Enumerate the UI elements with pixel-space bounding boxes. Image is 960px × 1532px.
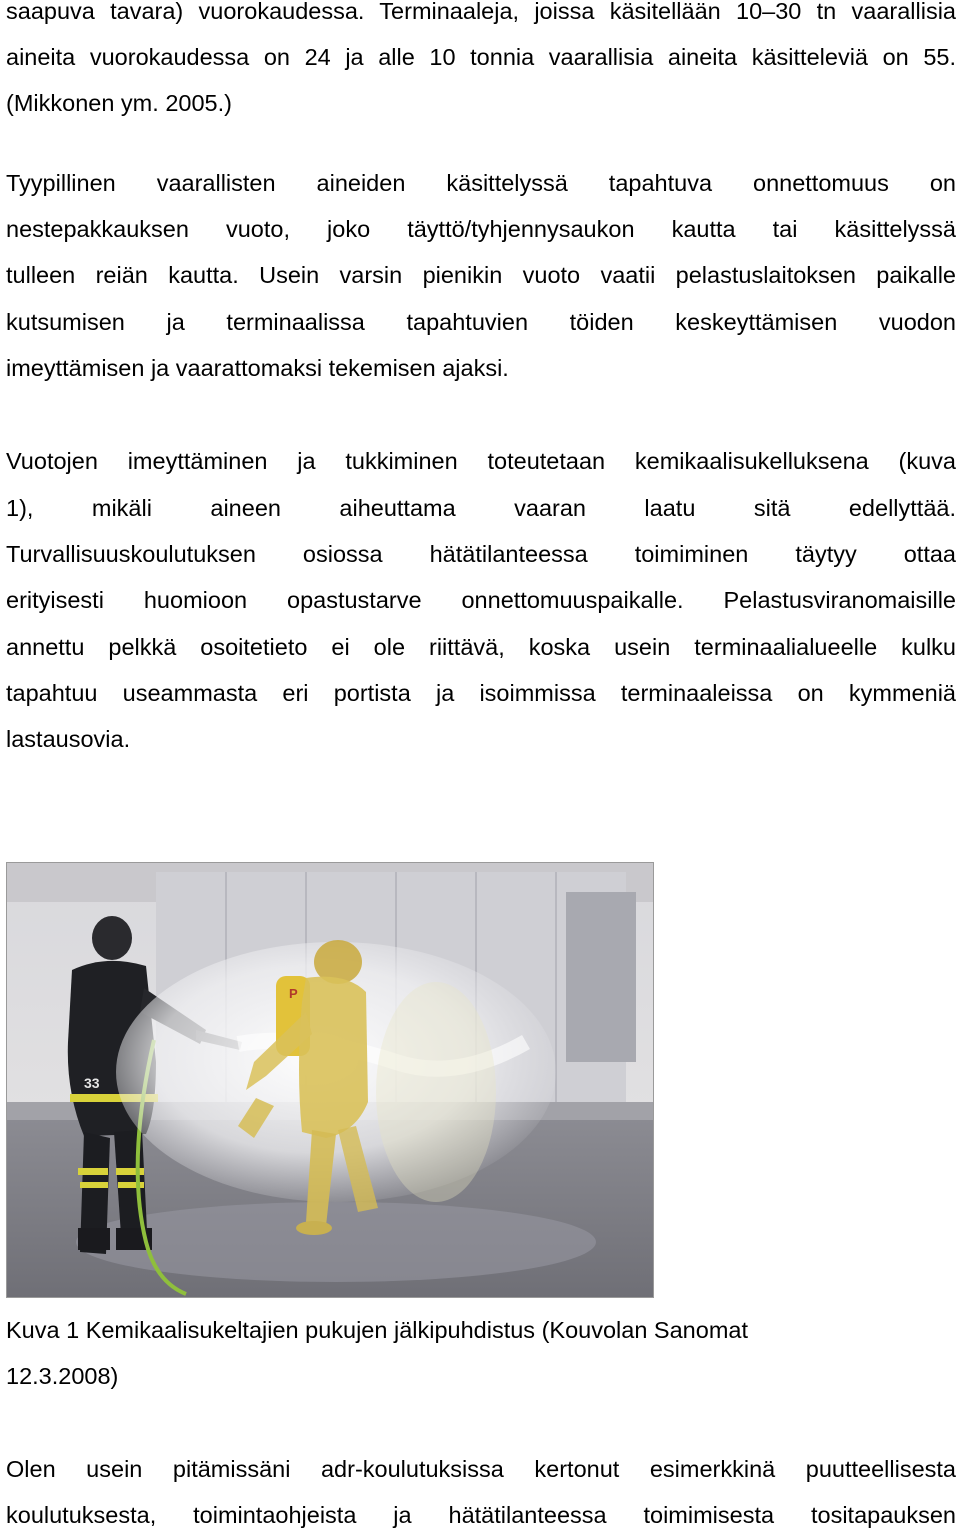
- text-line: Vuotojen imeyttäminen ja tukkiminen toteutetaan kemikaalisukelluksena (kuva: [6, 448, 956, 474]
- tank-letter-label: P: [289, 986, 298, 1001]
- text-line: (Mikkonen ym. 2005.): [6, 90, 232, 116]
- text-line: saapuva tavara) vuorokaudessa. Terminaaleja, joissa käsitellään 10–30 tn vaarallisia: [6, 0, 956, 24]
- text-line: Tyypillinen vaarallisten aineiden käsittelyssä tapahtuva onnettomuus on: [6, 170, 956, 196]
- text-line: koulutuksesta, toimintaohjeista ja hätätilanteessa toimimisesta tositapauksen: [6, 1502, 956, 1528]
- text-line: kutsumisen ja terminaalissa tapahtuvien töiden keskeyttämisen vuodon: [6, 309, 956, 335]
- text-line: erityisesti huomioon opastustarve onnettomuuspaikalle. Pelastusviranomaisille: [6, 587, 956, 613]
- text-line: nestepakkauksen vuoto, joko täyttö/tyhjennysaukon kautta tai käsittelyssä: [6, 216, 956, 242]
- text-line: annettu pelkkä osoitetieto ei ole riittävä, koska usein terminaalialueelle kulku: [6, 634, 956, 660]
- text-line: lastausovia.: [6, 726, 131, 752]
- text-line: tulleen reiän kautta. Usein varsin pienikin vuoto vaatii pelastuslaitoksen paikalle: [6, 262, 956, 288]
- text-line: 1), mikäli aineen aiheuttama vaaran laatu sitä edellyttää.: [6, 495, 956, 521]
- text-line: tapahtuu useammasta eri portista ja isoimmissa terminaaleissa on kymmeniä: [6, 680, 956, 706]
- text-line: Olen usein pitämissäni adr-koulutuksissa kertonut esimerkkinä puutteellisesta: [6, 1456, 956, 1482]
- caption-line: Kuva 1 Kemikaalisukeltajien pukujen jälkipuhdistus (Kouvolan Sanomat: [6, 1317, 748, 1343]
- caption-line: 12.3.2008): [6, 1363, 119, 1389]
- figure-photo: [6, 862, 654, 1298]
- text-line: aineita vuorokaudessa on 24 ja alle 10 tonnia vaarallisia aineita käsitteleviä on 55.: [6, 44, 956, 70]
- text-line: imeyttämisen ja vaarattomaksi tekemisen ajaksi.: [6, 355, 509, 381]
- text-line: Turvallisuuskoulutuksen osiossa hätätilanteessa toimiminen täytyy ottaa: [6, 541, 956, 567]
- helmet-number-label: 33: [84, 1075, 100, 1091]
